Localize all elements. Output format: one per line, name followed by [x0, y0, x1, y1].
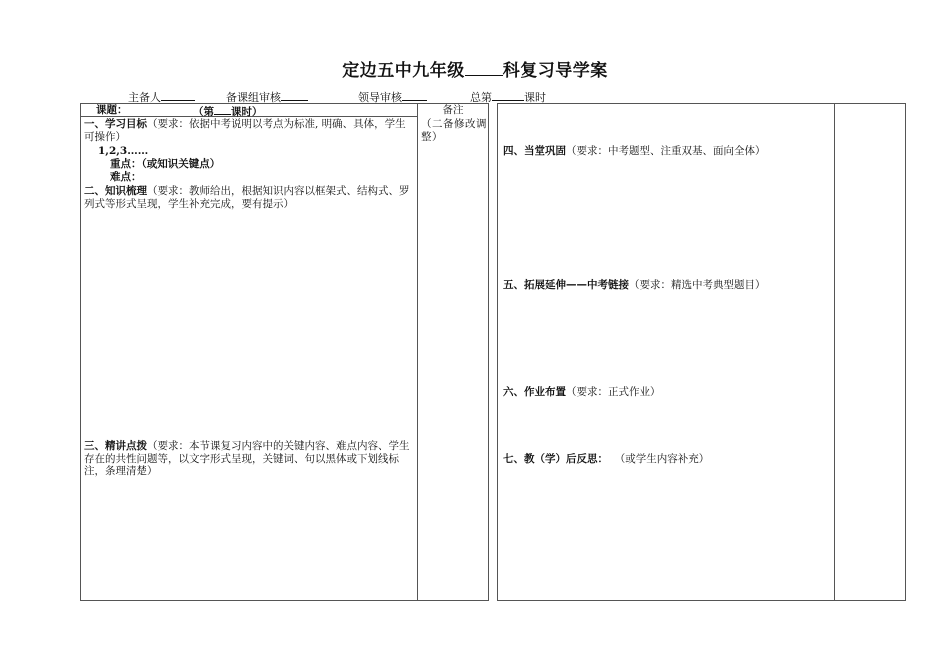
lesson-number-blank[interactable] [214, 104, 231, 115]
section-4-title: 四、当堂巩固 [503, 145, 566, 157]
key-point-note: （或知识关键点） [141, 158, 221, 170]
preparer-blank[interactable] [161, 90, 195, 101]
section-class-consolidation [503, 145, 766, 158]
right-table [497, 103, 906, 601]
title-suffix: 科复习导学案 [502, 61, 608, 81]
section-6-body: （要求：正式作业） [566, 386, 661, 398]
right-table-divider [834, 103, 835, 601]
section-3-body: （要求：本节课复习内容中的关键内容、难点内容、学生存在的共性问题等，以文字形式呈现，关键词、句以黑体或下划线标注，条理清楚） [84, 440, 410, 477]
section-learning-goals [84, 118, 414, 143]
goal-list: 1,2,3…… [98, 145, 149, 157]
key-point-label: 重点： [110, 158, 142, 170]
preparer-label: 主备人 [128, 91, 161, 104]
section-4-body: （要求：中考题型、注重双基、面向全体） [566, 145, 766, 157]
section-2-title: 二、知识梳理 [84, 185, 147, 197]
leader-review-blank[interactable] [402, 90, 427, 101]
topic-label: 课题： [96, 104, 128, 116]
notes-header: 备注 [442, 104, 464, 116]
section-5-title: 五、拓展延伸——中考链接 [503, 279, 629, 291]
section-1-title: 一、学习目标 [84, 118, 147, 130]
group-review-label: 备课组审核 [226, 91, 281, 104]
key-point [110, 158, 220, 171]
left-table-divider [417, 103, 418, 601]
section-knowledge-review [84, 185, 414, 210]
section-6-title: 六、作业布置 [503, 386, 566, 398]
leader-review-label: 领导审核 [358, 91, 402, 104]
section-1-body: （要求：依据中考说明以考点为标准, 明确、具体，学生可操作） [84, 118, 406, 143]
total-lesson-blank[interactable] [492, 90, 524, 101]
subject-blank[interactable] [465, 61, 503, 76]
page-title [0, 56, 950, 81]
lesson-close: 课时） [231, 106, 263, 118]
section-homework [503, 386, 661, 399]
section-7-title: 七、教（学）后反思： [503, 453, 608, 465]
title-prefix: 定边五中九年级 [342, 61, 465, 81]
section-extension [503, 279, 766, 292]
group-review-blank[interactable] [281, 90, 308, 101]
section-reflection [503, 453, 709, 466]
section-2-body: （要求：教师给出，根据知识内容以框架式、结构式、罗列式等形式呈现，学生补充完成，要有提示） [84, 185, 410, 210]
lesson-number-field [193, 104, 263, 119]
notes-body: （二备修改调整） [421, 118, 487, 143]
section-key-explanation [84, 440, 414, 478]
section-7-body: （或学生内容补充） [620, 453, 710, 465]
total-suffix: 课时 [524, 91, 546, 104]
section-3-title: 三、精讲点拨 [84, 440, 147, 452]
section-5-body: （要求：精选中考典型题目） [629, 279, 766, 291]
total-prefix: 总第 [470, 91, 492, 104]
lesson-open: （第 [193, 106, 214, 118]
difficult-point: 难点： [110, 171, 142, 183]
